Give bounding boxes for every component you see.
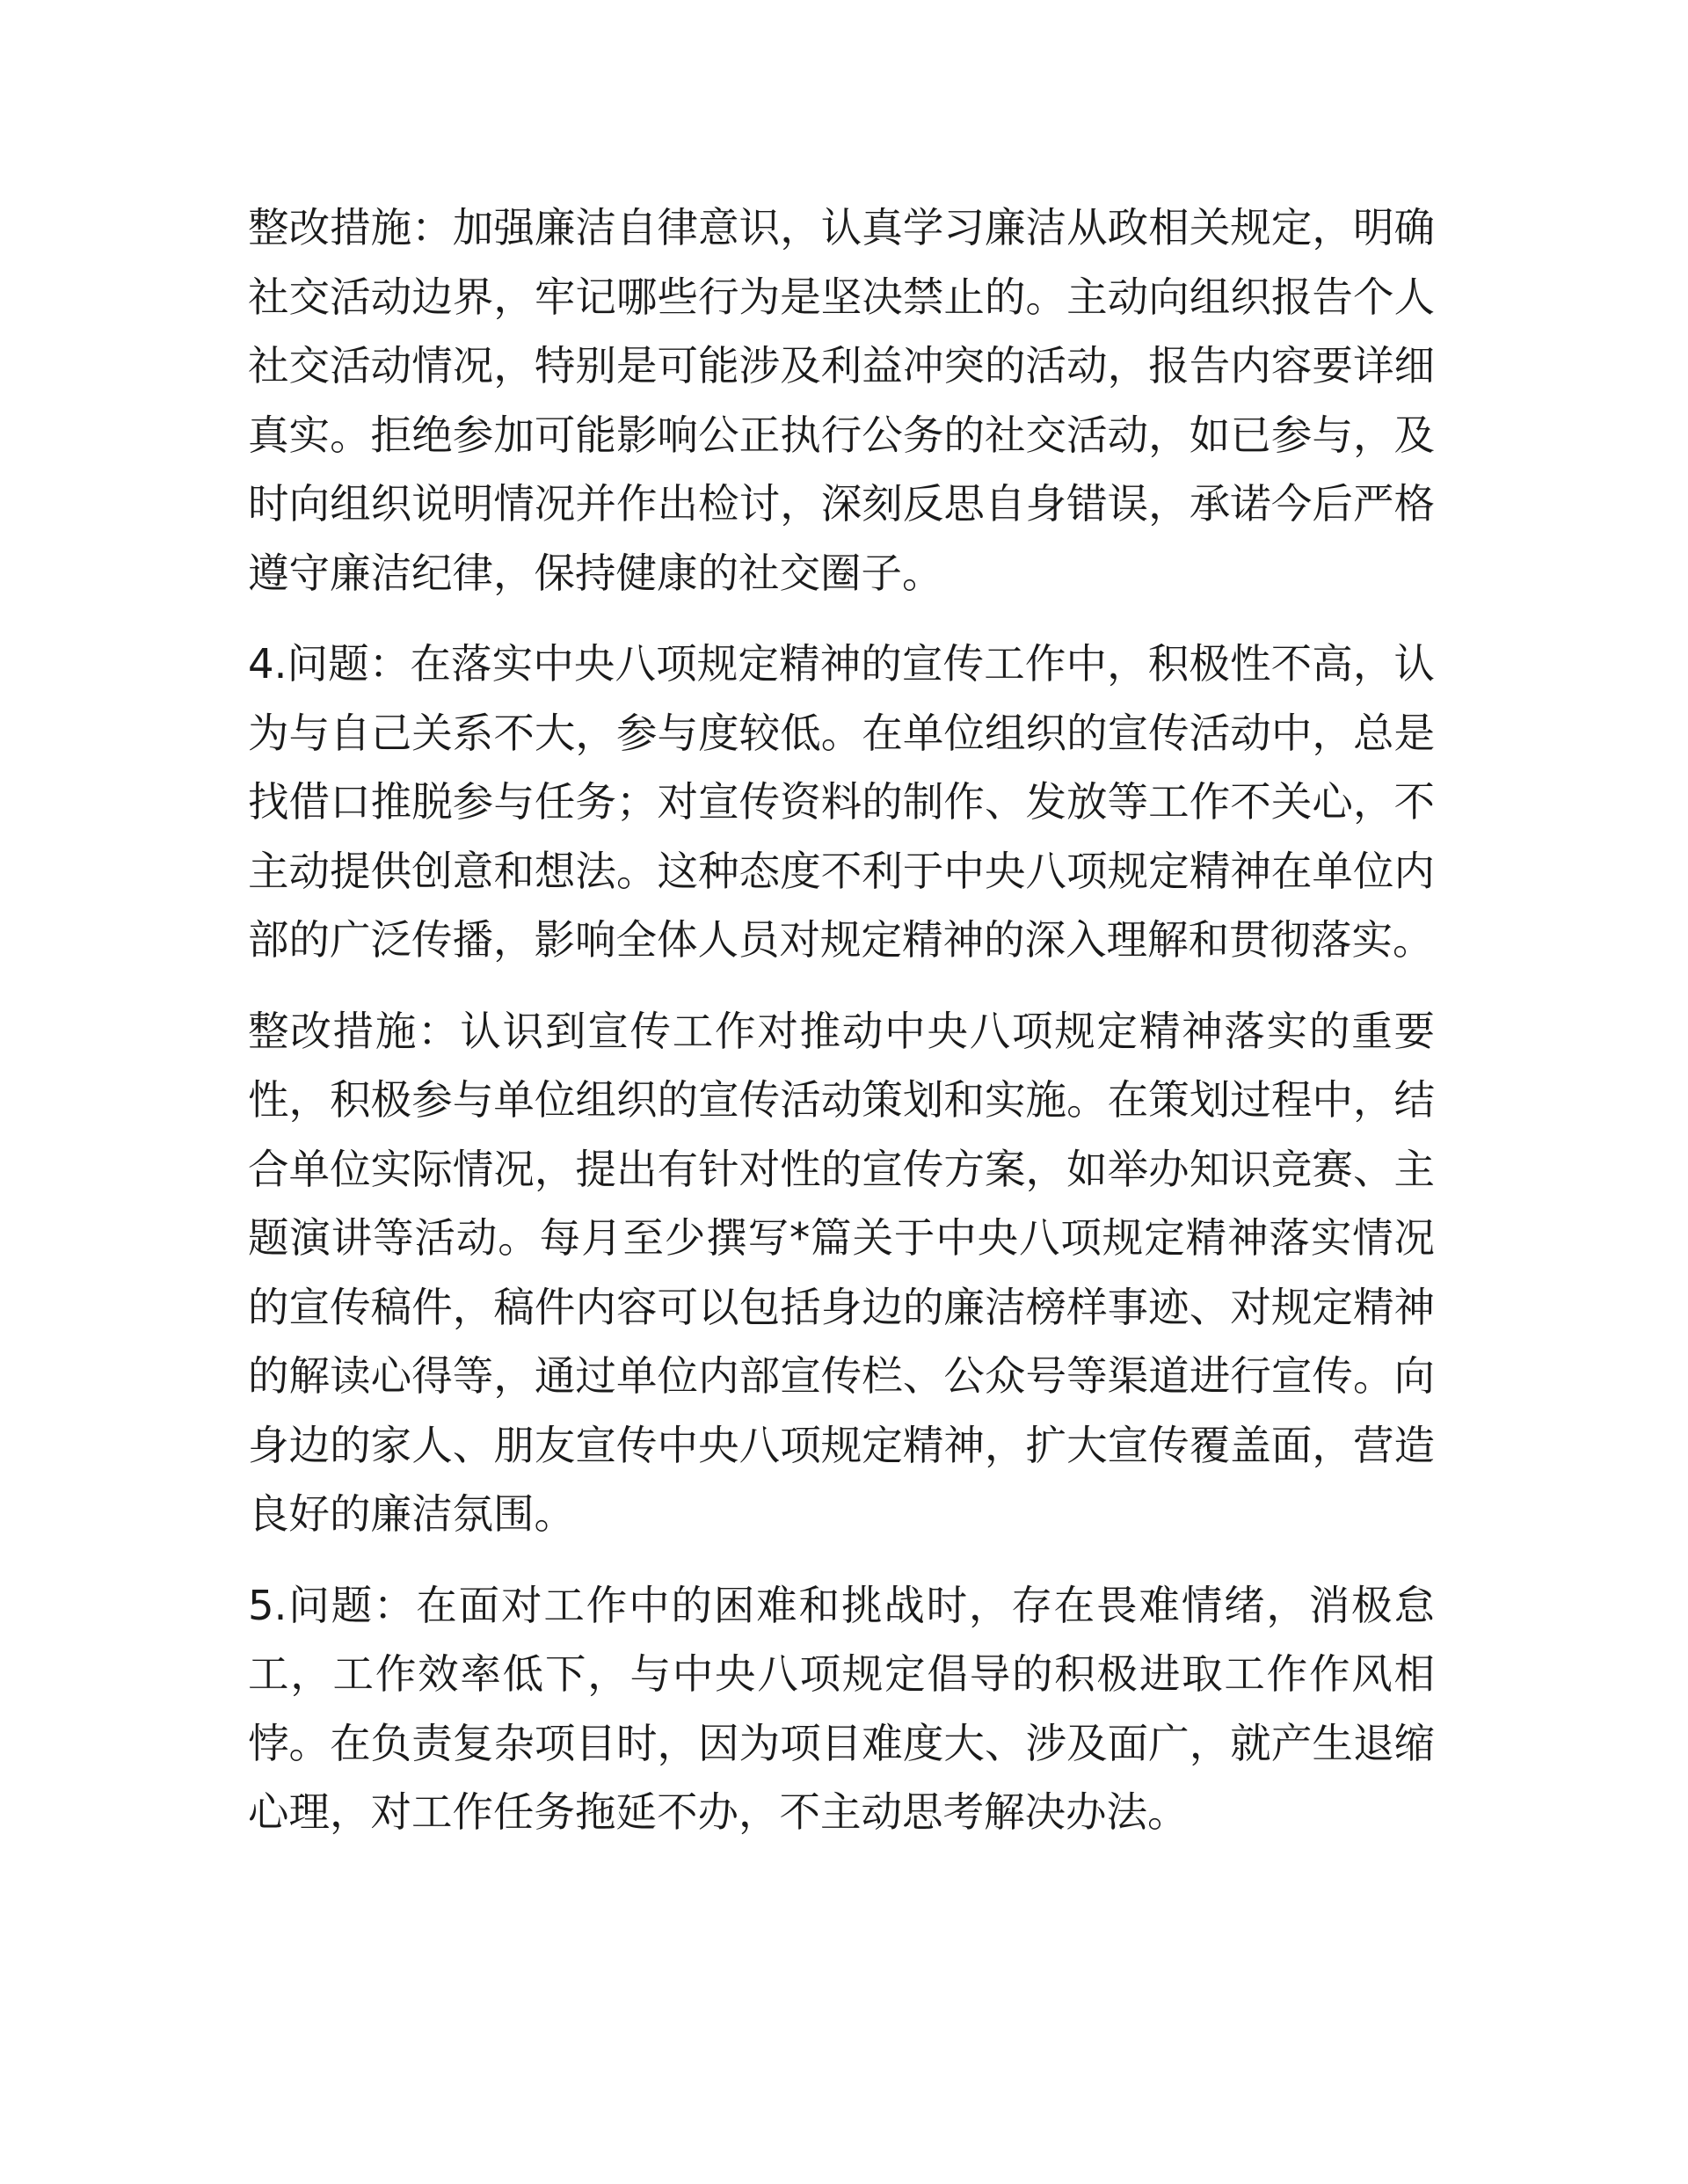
paragraph-rectification-measures-3: 整改措施：加强廉洁自律意识，认真学习廉洁从政相关规定，明确社交活动边界，牢记哪些行为是坚决禁止的。主动向组织报告个人社交活动情况，特别是可能涉及利益冲突的活动，报告内容要详细真实。拒绝参加可能影响公正执行公务的社交活动，如已参与，及时向组织说明情况并作出检讨，深刻反思自身错误，承诺今后严格遵守廉洁纪律，保持健康的社交圈子。 <box>248 204 1435 597</box>
paragraph-problem-4: 4.问题：在落实中央八项规定精神的宣传工作中，积极性不高，认为与自己关系不大，参与度较低。在单位组织的宣传活动中，总是找借口推脱参与任务；对宣传资料的制作、发放等工作不关心，不主动提供创意和想法。这种态度不利于中央八项规定精神在单位内部的广泛传播，影响全体人员对规定精神的深入理解和贯彻落实。 <box>248 640 1435 964</box>
document-page <box>248 193 1435 1869</box>
paragraph-rectification-measures-4: 整改措施：认识到宣传工作对推动中央八项规定精神落实的重要性，积极参与单位组织的宣传活动策划和实施。在策划过程中，结合单位实际情况，提出有针对性的宣传方案，如举办知识竞赛、主题演讲等活动。每月至少撰写*篇关于中央八项规定精神落实情况的宣传稿件，稿件内容可以包括身边的廉洁榜样事迹、对规定精神的解读心得等，通过单位内部宣传栏、公众号等渠道进行宣传。向身边的家人、朋友宣传中央八项规定精神，扩大宣传覆盖面，营造良好的廉洁氛围。 <box>248 1007 1435 1538</box>
paragraph-problem-5: 5.问题：在面对工作中的困难和挑战时，存在畏难情绪，消极怠工，工作效率低下，与中央八项规定倡导的积极进取工作作风相悖。在负责复杂项目时，因为项目难度大、涉及面广，就产生退缩心理，对工作任务拖延不办，不主动思考解决办法。 <box>248 1581 1435 1836</box>
